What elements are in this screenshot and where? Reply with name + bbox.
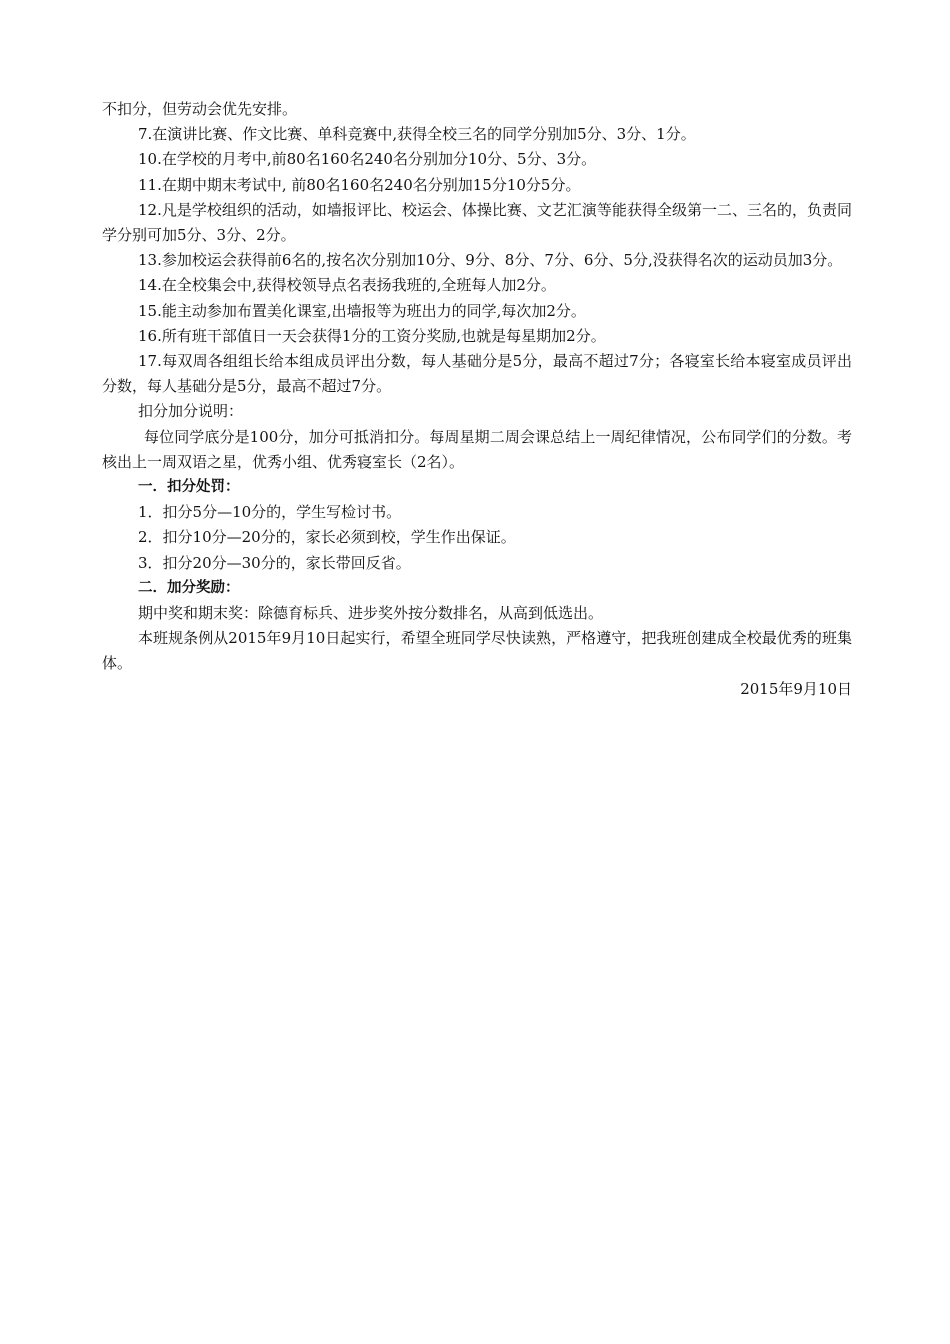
rule-12: 12.凡是学校组织的活动，如墙报评比、校运会、体操比赛、文艺汇演等能获得全级第一二、三名的，负责同学分别可加5分、3分、2分。 <box>102 200 852 245</box>
rule-14: 14.在全校集会中,获得校领导点名表扬我班的,全班每人加2分。 <box>138 276 556 295</box>
rule-16: 16.所有班干部值日一天会获得1分的工资分奖励,也就是每星期加2分。 <box>138 326 606 345</box>
bonus-item: 期中奖和期末奖：除德育标兵、进步奖外按分数排名，从高到低选出。 <box>138 604 604 623</box>
rule-7: 7.在演讲比赛、作文比赛、单科竞赛中,获得全校三名的同学分别加5分、3分、1分。 <box>138 125 696 144</box>
scoring-notes-heading: 扣分加分说明： <box>138 402 244 421</box>
document-date: 2015年9月10日 <box>740 679 852 698</box>
deduction-heading: 一．扣分处罚： <box>138 479 240 496</box>
deduction-item-1: 1．扣分5分—10分的，学生写检讨书。 <box>138 503 402 522</box>
rule-11: 11.在期中期末考试中, 前80名160名240名分别加15分10分5分。 <box>138 175 581 194</box>
scoring-notes-body: 每位同学底分是100分，加分可抵消扣分。每周星期二周会课总结上一周纪律情况，公布同学们的分数。考核出上一周双语之星，优秀小组、优秀寝室长（2名）。 <box>102 427 852 471</box>
paragraph-continuation: 不扣分，但劳动会优先安排。 <box>102 100 298 118</box>
rule-15: 15.能主动参加布置美化课室,出墙报等为班出力的同学,每次加2分。 <box>138 301 586 320</box>
bonus-heading: 二．加分奖励： <box>138 579 240 596</box>
document-body <box>102 97 852 702</box>
rule-13: 13.参加校运会获得前6名的,按名次分别加10分、9分、8分、7分、6分、5分,没获得名次的运动员加3分。 <box>138 251 843 270</box>
rule-10: 10.在学校的月考中,前80名160名240名分别加分10分、5分、3分。 <box>138 150 597 169</box>
effective-statement: 本班规条例从2015年9月10日起实行，希望全班同学尽快读熟，严格遵守，把我班创建成全校最优秀的班集体。 <box>102 629 852 673</box>
deduction-item-2: 2．扣分10分—20分的，家长必须到校，学生作出保证。 <box>138 528 516 547</box>
deduction-item-3: 3．扣分20分—30分的，家长带回反省。 <box>138 553 411 572</box>
rule-17: 17.每双周各组组长给本组成员评出分数，每人基础分是5分，最高不超过7分；各寝室长给本寝室成员评出分数，每人基础分是5分，最高不超过7分。 <box>102 352 852 396</box>
